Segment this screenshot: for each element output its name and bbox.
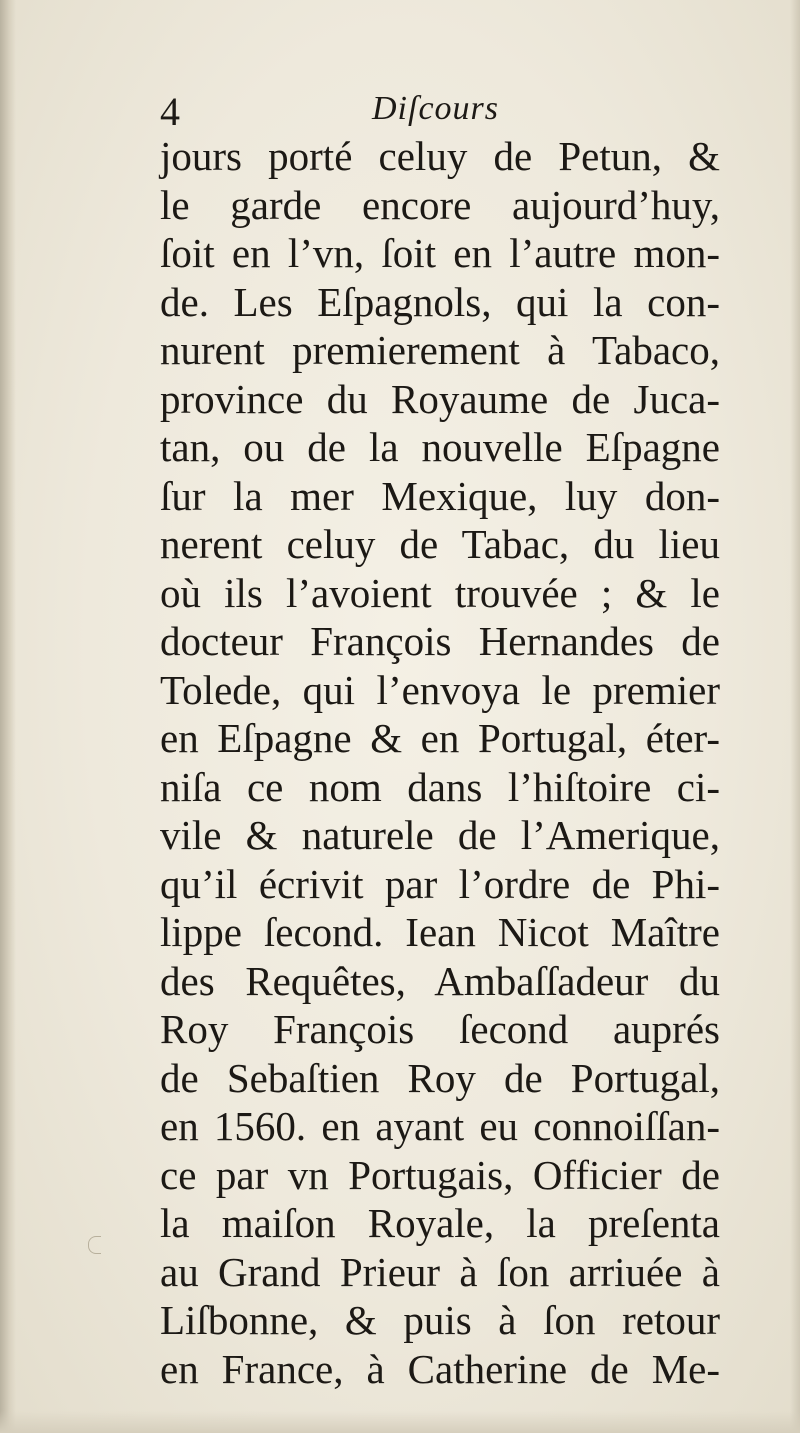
text-line: le garde encore aujourd’huy,: [160, 181, 720, 228]
text-line: Roy François ſecond auprés: [160, 1006, 720, 1052]
page-number: 4: [160, 89, 180, 134]
text-line: jours porté celuy de Petun, &: [160, 133, 720, 179]
body-text: [160, 132, 720, 1393]
text-line: Tolede, qui l’envoya le premier: [160, 666, 720, 713]
text-line: en France, à Catherine de Me-: [160, 1345, 720, 1392]
page-edge-shadow: [790, 0, 800, 1433]
text-line: de. Les Eſpagnols, qui la con-: [160, 278, 720, 325]
page-gutter-shadow: [0, 0, 16, 1433]
text-line: des Requêtes, Ambaſſadeur du: [160, 957, 720, 1004]
text-line: ſur la mer Mexique, luy don-: [160, 472, 720, 519]
text-line: Liſbonne, & puis à ſon retour: [160, 1297, 720, 1343]
text-line: lippe ſecond. Iean Nicot Maître: [160, 909, 720, 955]
margin-mark: [88, 1236, 101, 1254]
text-line: au Grand Prieur à ſon arriuée à: [160, 1248, 720, 1295]
text-line: nurent premierement à Tabaco,: [160, 327, 720, 373]
text-line: province du Royaume de Juca-: [160, 375, 720, 422]
page-header: [160, 88, 720, 138]
text-line: docteur François Hernandes de: [160, 618, 720, 664]
running-head: Diſcours: [372, 90, 499, 127]
text-line: où ils l’avoient trouvée ; & le: [160, 569, 720, 616]
text-line: vile & naturele de l’Amerique,: [160, 812, 720, 858]
text-line: tan, ou de la nouvelle Eſpagne: [160, 424, 720, 470]
text-line: ce par vn Portugais, Officier de: [160, 1151, 720, 1198]
text-line: nerent celuy de Tabac, du lieu: [160, 521, 720, 567]
text-line: en 1560. en ayant eu connoiſſan-: [160, 1103, 720, 1149]
text-line: niſa ce nom dans l’hiſtoire ci-: [160, 763, 720, 810]
text-line: de Sebaſtien Roy de Portugal,: [160, 1054, 720, 1101]
text-line: la maiſon Royale, la preſenta: [160, 1200, 720, 1246]
text-line: ſoit en l’vn, ſoit en l’autre mon-: [160, 230, 720, 276]
text-line: qu’il écrivit par l’ordre de Phi-: [160, 860, 720, 907]
text-line: en Eſpagne & en Portugal, éter-: [160, 715, 720, 761]
page-bottom-shadow: [0, 1411, 800, 1433]
